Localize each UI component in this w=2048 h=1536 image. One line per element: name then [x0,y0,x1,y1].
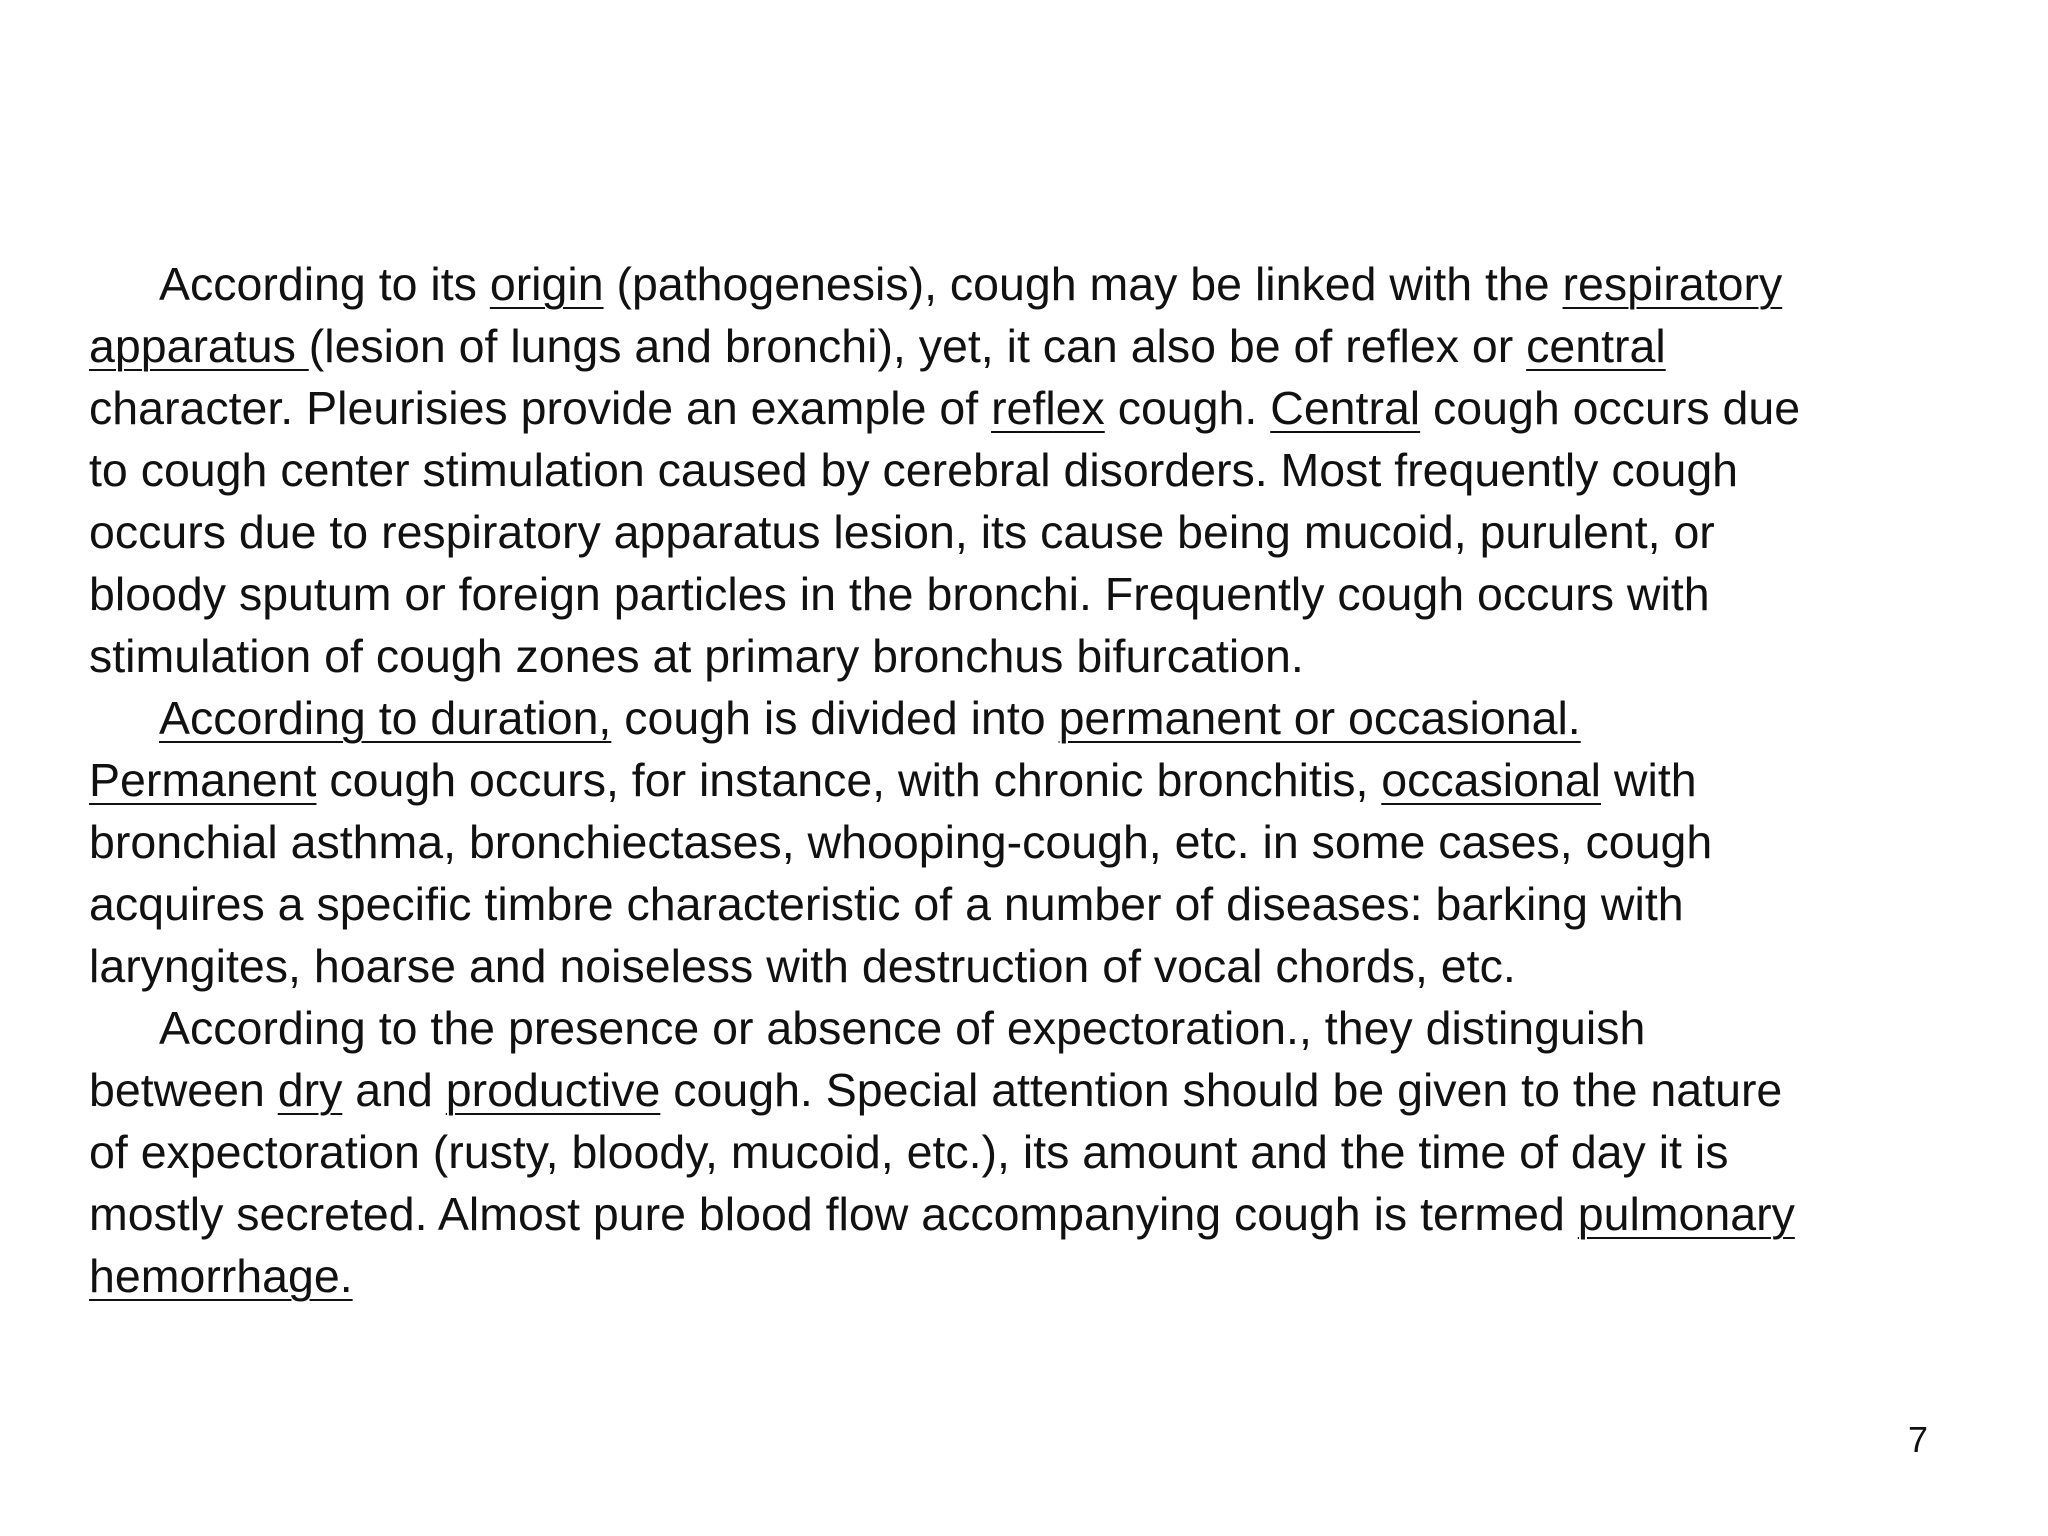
text-segment: bloody sputum or foreign particles in the bronchi. Frequently cough occurs with [89,568,1710,620]
text-line [89,377,2009,439]
text-line [89,501,2009,563]
underlined-term: productive [445,1064,661,1116]
underlined-term: pulmonary [1577,1188,1795,1240]
underlined-term: origin [489,258,604,310]
text-line [89,625,2009,687]
text-line [89,1245,2009,1307]
text-segment: cough is divided into [611,692,1059,744]
text-line [89,315,2009,377]
text-line [89,1183,2009,1245]
text-segment: acquires a specific timbre characteristic of a number of diseases: barking with [89,878,1684,930]
text-line [89,997,2009,1059]
text-segment: and [342,1064,446,1116]
text-segment: to cough center stimulation caused by cerebral disorders. Most frequently cough [89,444,1739,496]
text-line [89,1121,2009,1183]
text-segment: character. Pleurisies provide an example of [89,382,992,434]
text-segment: cough occurs due [1420,382,1801,434]
text-segment: According to its [159,258,490,310]
text-segment: of expectoration (rusty, bloody, mucoid, etc.), its amount and the time of day it is [89,1126,1729,1178]
body-text [89,253,2009,1307]
text-segment: stimulation of cough zones at primary bronchus bifurcation. [89,630,1304,682]
text-segment: (lesion of lungs and bronchi), yet, it can also be of reflex or [308,320,1527,372]
text-line [89,1059,2009,1121]
text-line [89,935,2009,997]
underlined-term: apparatus [89,320,309,372]
underlined-term: Central [1270,382,1421,434]
text-segment: bronchial asthma, bronchiectases, whooping-cough, etc. in some cases, cough [89,816,1713,868]
text-line [89,873,2009,935]
underlined-term: According to duration, [159,692,612,744]
text-segment: According to the presence or absence of expectoration., they distinguish [159,1002,1646,1054]
underlined-term: central [1526,320,1666,372]
underlined-term: Permanent [89,754,317,806]
underlined-term: reflex [991,382,1105,434]
text-line [89,749,2009,811]
underlined-term: occasional [1381,754,1602,806]
text-segment: mostly secreted. Almost pure blood flow accompanying cough is termed [89,1188,1578,1240]
text-segment: laryngites, hoarse and noiseless with destruction of vocal chords, etc. [89,940,1516,992]
text-segment: cough occurs, for instance, with chronic bronchitis, [316,754,1382,806]
text-segment: cough. [1104,382,1271,434]
text-line [89,687,2009,749]
underlined-term: hemorrhage. [89,1250,353,1302]
underlined-term: dry [277,1064,343,1116]
text-segment: between [89,1064,278,1116]
text-line [89,811,2009,873]
text-segment: with [1601,754,1697,806]
text-line [89,563,2009,625]
text-line [89,253,2009,315]
text-segment: cough. Special attention should be given to the nature [660,1064,1783,1116]
underlined-term: permanent or occasional. [1058,692,1581,744]
page-number: 7 [1908,1419,1929,1460]
text-segment: occurs due to respiratory apparatus lesion, its cause being mucoid, purulent, or [89,506,1715,558]
text-segment: (pathogenesis), cough may be linked with the [603,258,1563,310]
text-line [89,439,2009,501]
underlined-term: respiratory [1562,258,1783,310]
